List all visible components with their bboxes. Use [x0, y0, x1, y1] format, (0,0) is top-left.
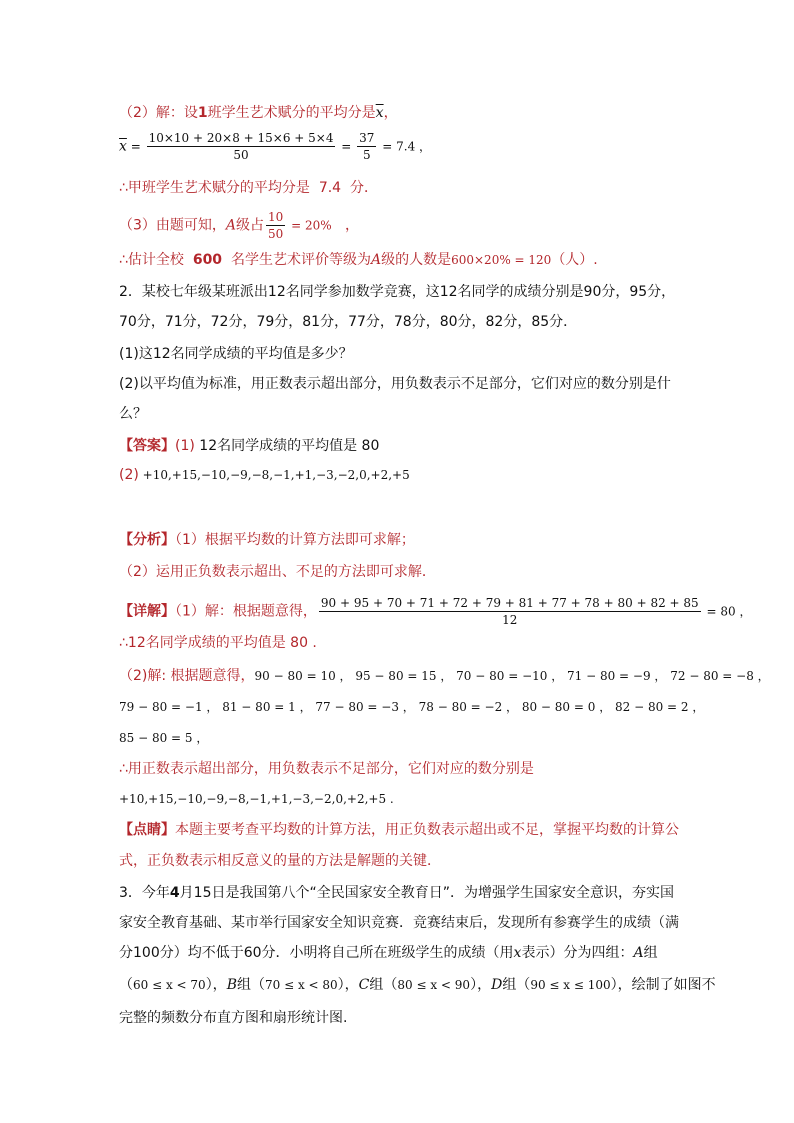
q3-line-5: 完整的频数分布直方图和扇形统计图.: [119, 1010, 348, 1026]
q2-line-3: (1)这12名同学成绩的平均值是多少？: [119, 346, 353, 362]
fraction-result: $\frac{37}{5}$: [359, 131, 375, 162]
q2-line-1: 2．某校七年级某班派出12名同学参加数学竞赛，这12名同学的成绩分别是90分，95分，: [119, 284, 676, 300]
q3-line-3: 分100分）均不低于60分．小明将自己所在班级学生的成绩（用x表示）分为四组：A组: [119, 945, 658, 961]
detail-line-5: 85 − 80 = 5 ，: [119, 731, 209, 745]
detail-line-3: （2)解: 根据题意得，90 − 80 = 10 ， 95 − 80 = 15 ， 70 − 80 = −10 ， 71 − 80 = −9 ， 72 − 80 = −8 ，: [119, 668, 770, 684]
analysis-line-2: （2）运用正负数表示超出、不足的方法即可求解．: [119, 564, 436, 580]
q2-line-5: 么？: [119, 406, 147, 422]
answer-line-1: 【答案】(1) 12名同学成绩的平均值是 80: [119, 438, 380, 454]
fraction-mean: $\frac{10\times 10 + 20\times 8 + 15\times 6 + 5\times 4}{50}$: [148, 131, 334, 162]
q3-line-4: （60 ≤ x < 70），B组（70 ≤ x < 80），C组（80 ≤ x < 90），D组（90 ≤ x ≤ 100），绘制了如图不: [119, 977, 716, 993]
sol-line-part3: （3）由题可知，A级占 $\frac{10}{50}$ = 20% ，: [119, 210, 360, 241]
sol-line-estimate: ∴估计全校 600 名学生艺术评价等级为A级的人数是600×20% = 120（人）.: [119, 252, 598, 268]
detail-line-6: ∴用正数表示超出部分，用负数表示不足部分，它们对应的数分别是: [119, 761, 534, 777]
analysis-line-1: 【分析】（1）根据平均数的计算方法即可求解；: [119, 532, 415, 548]
sol-line-conclusion: ∴甲班学生艺术赋分的平均分是 7.4 分．: [119, 180, 378, 196]
detail-line-4: 79 − 80 = −1 ， 81 − 80 = 1 ， 77 − 80 = −3 ， 78 − 80 = −2 ， 80 − 80 = 0 ， 82 − 80 = 2 ，: [119, 700, 705, 714]
detail-line-2: ∴12名同学成绩的平均值是 80 .: [119, 635, 317, 651]
comment-line-1: 【点睛】本题主要考查平均数的计算方法，用正负数表示超出或不足，掌握平均数的计算公: [119, 822, 679, 838]
fraction-average: $\frac{90 + 95 + 70 + 71 + 72 + 79 + 81 + 77 + 78 + 80 + 82 + 85}{12}$: [320, 596, 699, 627]
q3-line-1: 3．今年4月15日是我国第八个“全民国家安全教育日”．为增强学生国家安全意识，夯实国: [119, 885, 674, 901]
mean-formula-line: $\overline{x}$ = $\frac{10\times 10 + 20\times 8 + 15\times 6 + 5\times 4}{50}$ = $\frac{37}{5}$ = 7.4 ，: [119, 131, 432, 162]
q2-line-4: (2)以平均值为标准，用正数表示超出部分，用负数表示不足部分，它们对应的数分别是什: [119, 376, 671, 392]
detail-line-1: 【详解】（1）解：根据题意得， $\frac{90 + 95 + 70 + 71 + 72 + 79 + 81 + 77 + 78 + 80 + 82 + 85}{12}$ = 80 ，: [119, 596, 752, 627]
comment-line-2: 式，正负数表示相反意义的量的方法是解题的关键．: [119, 853, 441, 869]
q2-line-2: 70分，71分，72分，79分，81分，77分，78分，80分，82分，85分．: [119, 314, 578, 330]
q3-line-2: 家安全教育基础、某市举行国家安全知识竞赛．竞赛结束后，发现所有参赛学生的成绩（满: [119, 915, 679, 931]
answer-line-2: (2) +10,+15,−10,−9,−8,−1,+1,−3,−2,0,+2,+5: [119, 467, 410, 483]
sol-line-part2: （2）解：设1班学生艺术赋分的平均分是$\overline{x}$，: [119, 105, 398, 121]
detail-line-7: +10,+15,−10,−9,−8,−1,+1,−3,−2,0,+2,+5 .: [119, 792, 394, 806]
fraction-ratio: $\frac{10}{50}$: [268, 210, 284, 241]
